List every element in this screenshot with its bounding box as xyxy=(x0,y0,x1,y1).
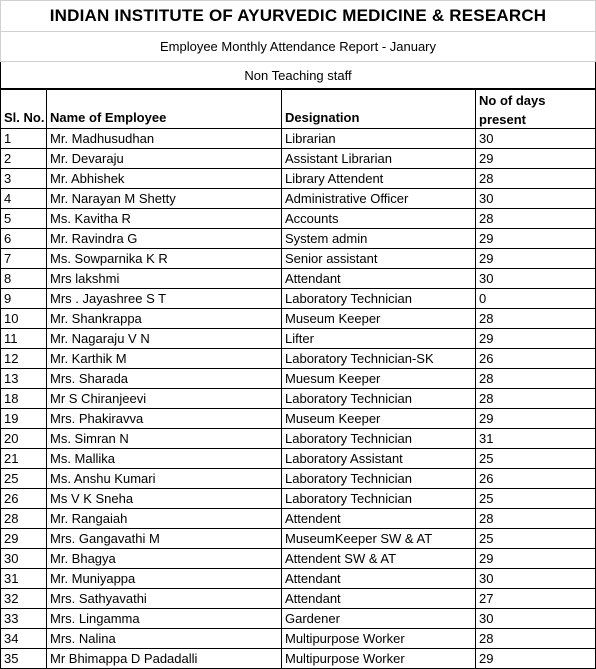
row-days-present: 25 xyxy=(476,489,596,508)
row-designation: Library Attendent xyxy=(282,169,476,188)
row-employee-name: Mr. Bhagya xyxy=(47,549,282,568)
section-row xyxy=(0,62,596,89)
row-designation: Attendant xyxy=(282,589,476,608)
row-days-present: 31 xyxy=(476,429,596,448)
header-name: Name of Employee xyxy=(47,90,282,128)
row-designation: Laboratory Technician xyxy=(282,429,476,448)
row-designation: Lifter xyxy=(282,329,476,348)
row-days-present: 29 xyxy=(476,149,596,168)
row-employee-name: Mr. Narayan M Shetty xyxy=(47,189,282,208)
table-row xyxy=(0,369,596,389)
row-employee-name: Mrs. Phakiravva xyxy=(47,409,282,428)
row-designation: Attendant xyxy=(282,569,476,588)
row-employee-name: Mr. Devaraju xyxy=(47,149,282,168)
row-designation: Laboratory Technician xyxy=(282,489,476,508)
row-employee-name: Ms. Sowparnika K R xyxy=(47,249,282,268)
row-sl-no: 30 xyxy=(0,549,47,568)
table-row xyxy=(0,549,596,569)
row-sl-no: 3 xyxy=(0,169,47,188)
row-employee-name: Mrs. Gangavathi M xyxy=(47,529,282,548)
row-employee-name: Mrs. Sathyavathi xyxy=(47,589,282,608)
table-row xyxy=(0,249,596,269)
row-employee-name: Ms. Mallika xyxy=(47,449,282,468)
row-days-present: 26 xyxy=(476,349,596,368)
row-designation: Muesum Keeper xyxy=(282,369,476,388)
row-designation: Senior assistant xyxy=(282,249,476,268)
row-designation: Laboratory Technician xyxy=(282,389,476,408)
row-days-present: 29 xyxy=(476,249,596,268)
row-days-present: 28 xyxy=(476,209,596,228)
row-days-present: 30 xyxy=(476,569,596,588)
row-days-present: 28 xyxy=(476,509,596,528)
table-row xyxy=(0,409,596,429)
table-row xyxy=(0,149,596,169)
table-row xyxy=(0,169,596,189)
report-title-row xyxy=(0,0,596,32)
row-employee-name: Mr. Shankrappa xyxy=(47,309,282,328)
row-days-present: 25 xyxy=(476,449,596,468)
table-row xyxy=(0,389,596,409)
row-employee-name: Ms. Simran N xyxy=(47,429,282,448)
table-row xyxy=(0,609,596,629)
row-days-present: 29 xyxy=(476,229,596,248)
table-row xyxy=(0,489,596,509)
row-days-present: 29 xyxy=(476,549,596,568)
row-days-present: 30 xyxy=(476,129,596,148)
table-row xyxy=(0,469,596,489)
row-sl-no: 28 xyxy=(0,509,47,528)
row-employee-name: Mrs . Jayashree S T xyxy=(47,289,282,308)
row-days-present: 28 xyxy=(476,309,596,328)
table-row xyxy=(0,449,596,469)
row-designation: Administrative Officer xyxy=(282,189,476,208)
table-row xyxy=(0,229,596,249)
row-employee-name: Mr S Chiranjeevi xyxy=(47,389,282,408)
row-sl-no: 12 xyxy=(0,349,47,368)
row-sl-no: 4 xyxy=(0,189,47,208)
row-days-present: 28 xyxy=(476,169,596,188)
row-employee-name: Mr Bhimappa D Padadalli xyxy=(47,649,282,668)
row-sl-no: 21 xyxy=(0,449,47,468)
row-employee-name: Mr. Muniyappa xyxy=(47,569,282,588)
row-sl-no: 2 xyxy=(0,149,47,168)
table-row xyxy=(0,629,596,649)
report-subtitle-row xyxy=(0,32,596,62)
row-designation: Attendent xyxy=(282,509,476,528)
section-label: Non Teaching staff xyxy=(244,67,352,83)
table-row xyxy=(0,329,596,349)
row-employee-name: Mrs lakshmi xyxy=(47,269,282,288)
row-designation: Laboratory Technician-SK xyxy=(282,349,476,368)
table-row xyxy=(0,569,596,589)
row-sl-no: 1 xyxy=(0,129,47,148)
row-employee-name: Mr. Karthik M xyxy=(47,349,282,368)
row-designation: Laboratory Technician xyxy=(282,469,476,488)
row-designation: Attendent SW & AT xyxy=(282,549,476,568)
row-employee-name: Mrs. Nalina xyxy=(47,629,282,648)
row-days-present: 30 xyxy=(476,609,596,628)
row-sl-no: 35 xyxy=(0,649,47,668)
row-days-present: 26 xyxy=(476,469,596,488)
row-employee-name: Ms. Anshu Kumari xyxy=(47,469,282,488)
table-row xyxy=(0,429,596,449)
row-sl-no: 10 xyxy=(0,309,47,328)
row-days-present: 28 xyxy=(476,369,596,388)
row-sl-no: 13 xyxy=(0,369,47,388)
row-designation: Accounts xyxy=(282,209,476,228)
row-days-present: 29 xyxy=(476,329,596,348)
row-days-present: 30 xyxy=(476,269,596,288)
row-employee-name: Ms V K Sneha xyxy=(47,489,282,508)
table-row xyxy=(0,349,596,369)
row-sl-no: 34 xyxy=(0,629,47,648)
row-days-present: 28 xyxy=(476,629,596,648)
row-sl-no: 32 xyxy=(0,589,47,608)
row-employee-name: Mr. Ravindra G xyxy=(47,229,282,248)
row-sl-no: 7 xyxy=(0,249,47,268)
header-designation: Designation xyxy=(282,90,476,128)
table-header-row xyxy=(0,89,596,129)
header-sl-no: Sl. No. xyxy=(0,90,47,128)
row-days-present: 27 xyxy=(476,589,596,608)
row-sl-no: 8 xyxy=(0,269,47,288)
table-row xyxy=(0,289,596,309)
row-employee-name: Mrs. Lingamma xyxy=(47,609,282,628)
row-employee-name: Ms. Kavitha R xyxy=(47,209,282,228)
row-days-present: 28 xyxy=(476,389,596,408)
row-sl-no: 9 xyxy=(0,289,47,308)
row-employee-name: Mr. Madhusudhan xyxy=(47,129,282,148)
row-employee-name: Mr. Rangaiah xyxy=(47,509,282,528)
table-row xyxy=(0,189,596,209)
row-days-present: 25 xyxy=(476,529,596,548)
row-sl-no: 18 xyxy=(0,389,47,408)
row-designation: Museum Keeper xyxy=(282,309,476,328)
row-designation: Laboratory Technician xyxy=(282,289,476,308)
row-designation: Librarian xyxy=(282,129,476,148)
row-employee-name: Mr. Nagaraju V N xyxy=(47,329,282,348)
row-sl-no: 6 xyxy=(0,229,47,248)
row-sl-no: 11 xyxy=(0,329,47,348)
row-days-present: 29 xyxy=(476,649,596,668)
table-row xyxy=(0,509,596,529)
row-sl-no: 20 xyxy=(0,429,47,448)
table-body xyxy=(0,129,596,669)
row-sl-no: 25 xyxy=(0,469,47,488)
row-sl-no: 31 xyxy=(0,569,47,588)
table-row xyxy=(0,589,596,609)
row-designation: Laboratory Assistant xyxy=(282,449,476,468)
row-designation: Assistant Librarian xyxy=(282,149,476,168)
row-designation: MuseumKeeper SW & AT xyxy=(282,529,476,548)
row-sl-no: 33 xyxy=(0,609,47,628)
row-sl-no: 19 xyxy=(0,409,47,428)
row-days-present: 30 xyxy=(476,189,596,208)
row-designation: Multipurpose Worker xyxy=(282,629,476,648)
row-designation: System admin xyxy=(282,229,476,248)
table-row xyxy=(0,129,596,149)
row-designation: Museum Keeper xyxy=(282,409,476,428)
row-days-present: 29 xyxy=(476,409,596,428)
table-row xyxy=(0,209,596,229)
table-row xyxy=(0,269,596,289)
row-employee-name: Mrs. Sharada xyxy=(47,369,282,388)
row-designation: Attendant xyxy=(282,269,476,288)
row-sl-no: 26 xyxy=(0,489,47,508)
row-designation: Gardener xyxy=(282,609,476,628)
table-row xyxy=(0,529,596,549)
header-days-present: No of days present xyxy=(476,90,596,128)
table-row xyxy=(0,649,596,669)
row-sl-no: 29 xyxy=(0,529,47,548)
row-designation: Multipurpose Worker xyxy=(282,649,476,668)
table-row xyxy=(0,309,596,329)
institute-title: INDIAN INSTITUTE OF AYURVEDIC MEDICINE & RESEARCH xyxy=(49,6,547,25)
row-employee-name: Mr. Abhishek xyxy=(47,169,282,188)
row-sl-no: 5 xyxy=(0,209,47,228)
row-days-present: 0 xyxy=(476,289,596,308)
report-subtitle: Employee Monthly Attendance Report - January xyxy=(159,39,437,54)
